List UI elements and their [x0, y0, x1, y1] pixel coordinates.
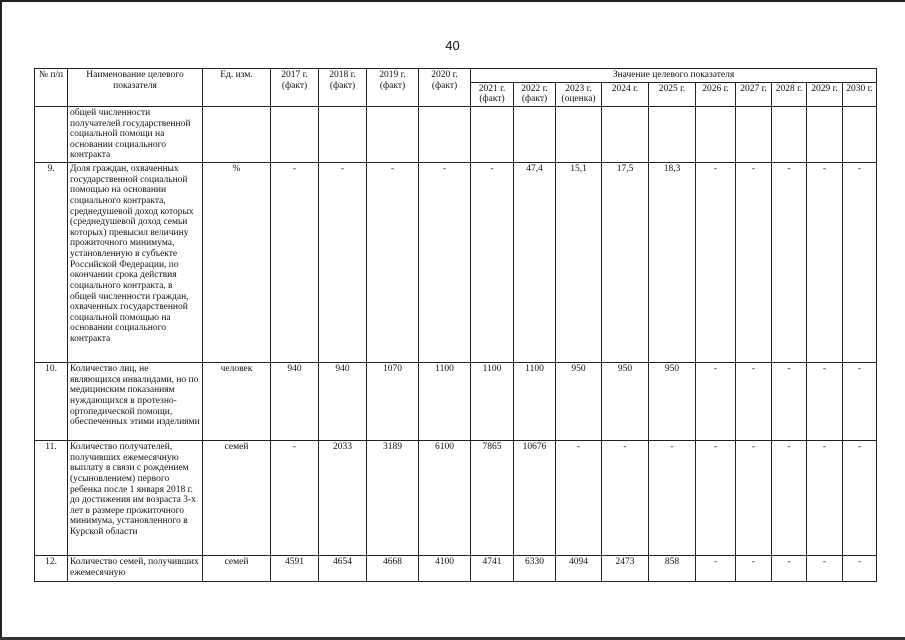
cell-value: -: [556, 441, 602, 556]
table-row: [35, 106, 877, 162]
cell-value: -: [772, 556, 807, 582]
cell-value: [556, 106, 602, 162]
row-name: Количество получателей, получивших ежемесячную выплату в связи с рождением (усыновлением) первого ребенка после 1 января 2018 г. до достижения им возраста 3-х лет в размере прожиточного минимума, установленного в Курской области: [68, 441, 203, 556]
cell-value: 17,5: [602, 163, 649, 363]
cell-value: 15,1: [556, 163, 602, 363]
cell-value: [367, 106, 419, 162]
row-unit: семей: [203, 556, 271, 582]
cell-value: -: [319, 163, 367, 363]
cell-value: -: [696, 441, 736, 556]
cell-value: -: [471, 163, 514, 363]
cell-value: 18,3: [649, 163, 696, 363]
cell-value: [602, 106, 649, 162]
indicators-table: [34, 68, 877, 582]
cell-value: -: [843, 163, 877, 363]
table-row: [35, 556, 877, 582]
header-num: № п/п: [35, 69, 68, 107]
cell-value: -: [696, 556, 736, 582]
cell-value: 2473: [602, 556, 649, 582]
header-year-2026: 2026 г.: [696, 82, 736, 106]
table-row: [35, 363, 877, 441]
cell-value: 4654: [319, 556, 367, 582]
cell-value: 1070: [367, 363, 419, 441]
cell-value: 3189: [367, 441, 419, 556]
cell-value: -: [807, 363, 843, 441]
row-unit: семей: [203, 441, 271, 556]
cell-value: -: [736, 441, 772, 556]
cell-value: -: [736, 556, 772, 582]
header-year-2020: 2020 г. (факт): [419, 69, 471, 107]
row-num: 12.: [35, 556, 68, 582]
cell-value: 1100: [419, 363, 471, 441]
cell-value: -: [736, 363, 772, 441]
cell-value: 1100: [471, 363, 514, 441]
cell-value: -: [649, 441, 696, 556]
cell-value: 4100: [419, 556, 471, 582]
cell-value: -: [696, 363, 736, 441]
header-year-2022: 2022 г. (факт): [514, 82, 556, 106]
cell-value: -: [602, 441, 649, 556]
cell-value: [807, 106, 843, 162]
cell-value: -: [772, 441, 807, 556]
page-number: 40: [445, 38, 460, 53]
cell-value: [772, 106, 807, 162]
cell-value: -: [271, 441, 319, 556]
header-year-2017: 2017 г. (факт): [271, 69, 319, 107]
cell-value: -: [807, 163, 843, 363]
cell-value: [649, 106, 696, 162]
row-name: Доля граждан, охваченных государственной социальной помощью на основании социального контракта, среднедушевой доход которых (среднедушевой доход семьи которых) превысил величину прожиточного минимума, установленную в субъекте Российской Федерации, по окончании срока действия социального контракта, в общей численности граждан, охваченных государственной социальной помощью на основании социального контракта: [68, 163, 203, 363]
page-border-left: [0, 0, 2, 640]
header-name: Наименование целевого показателя: [68, 69, 203, 107]
cell-value: -: [271, 163, 319, 363]
table-row: [35, 163, 877, 363]
cell-value: 2033: [319, 441, 367, 556]
cell-value: -: [367, 163, 419, 363]
cell-value: -: [772, 363, 807, 441]
cell-value: 6100: [419, 441, 471, 556]
cell-value: [471, 106, 514, 162]
row-num: 10.: [35, 363, 68, 441]
table-row: [35, 441, 877, 556]
cell-value: [319, 106, 367, 162]
header-year-2029: 2029 г.: [807, 82, 843, 106]
header-year-2019: 2019 г. (факт): [367, 69, 419, 107]
cell-value: 4094: [556, 556, 602, 582]
cell-value: [271, 106, 319, 162]
cell-value: -: [807, 441, 843, 556]
cell-value: 858: [649, 556, 696, 582]
cell-value: 10676: [514, 441, 556, 556]
cell-value: 6330: [514, 556, 556, 582]
header-year-2024: 2024 г.: [602, 82, 649, 106]
row-unit: человек: [203, 363, 271, 441]
cell-value: -: [843, 556, 877, 582]
cell-value: -: [696, 163, 736, 363]
page-border-top: [0, 0, 905, 2]
row-name: общей численности получателей государственной социальной помощи на основании социального контракта: [68, 106, 203, 162]
cell-value: 47,4: [514, 163, 556, 363]
cell-value: -: [736, 163, 772, 363]
cell-value: [736, 106, 772, 162]
cell-value: -: [419, 163, 471, 363]
cell-value: [696, 106, 736, 162]
cell-value: 7865: [471, 441, 514, 556]
header-year-2027: 2027 г.: [736, 82, 772, 106]
cell-value: 4591: [271, 556, 319, 582]
header-year-2025: 2025 г.: [649, 82, 696, 106]
cell-value: -: [807, 556, 843, 582]
cell-value: [843, 106, 877, 162]
cell-value: 940: [271, 363, 319, 441]
row-num: 11.: [35, 441, 68, 556]
cell-value: 950: [556, 363, 602, 441]
row-num: [35, 106, 68, 162]
cell-value: -: [843, 363, 877, 441]
cell-value: 4741: [471, 556, 514, 582]
cell-value: 940: [319, 363, 367, 441]
row-num: 9.: [35, 163, 68, 363]
header-year-2028: 2028 г.: [772, 82, 807, 106]
row-unit: [203, 106, 271, 162]
cell-value: 950: [602, 363, 649, 441]
header-year-2023: 2023 г. (оценка): [556, 82, 602, 106]
cell-value: [419, 106, 471, 162]
cell-value: [514, 106, 556, 162]
header-year-2021: 2021 г. (факт): [471, 82, 514, 106]
row-name: Количество лиц, не являющихся инвалидами, но по медицинским показаниям нуждающихся в протезно-ортопедической помощи, обеспеченных этими изделиями: [68, 363, 203, 441]
cell-value: 4668: [367, 556, 419, 582]
row-unit: %: [203, 163, 271, 363]
row-name: Количество семей, получивших ежемесячную: [68, 556, 203, 582]
cell-value: 950: [649, 363, 696, 441]
header-unit: Ед. изм.: [203, 69, 271, 107]
cell-value: -: [772, 163, 807, 363]
cell-value: -: [843, 441, 877, 556]
header-year-2018: 2018 г. (факт): [319, 69, 367, 107]
header-year-2030: 2030 г.: [843, 82, 877, 106]
header-group-title: Значение целевого показателя: [471, 69, 877, 83]
cell-value: 1100: [514, 363, 556, 441]
